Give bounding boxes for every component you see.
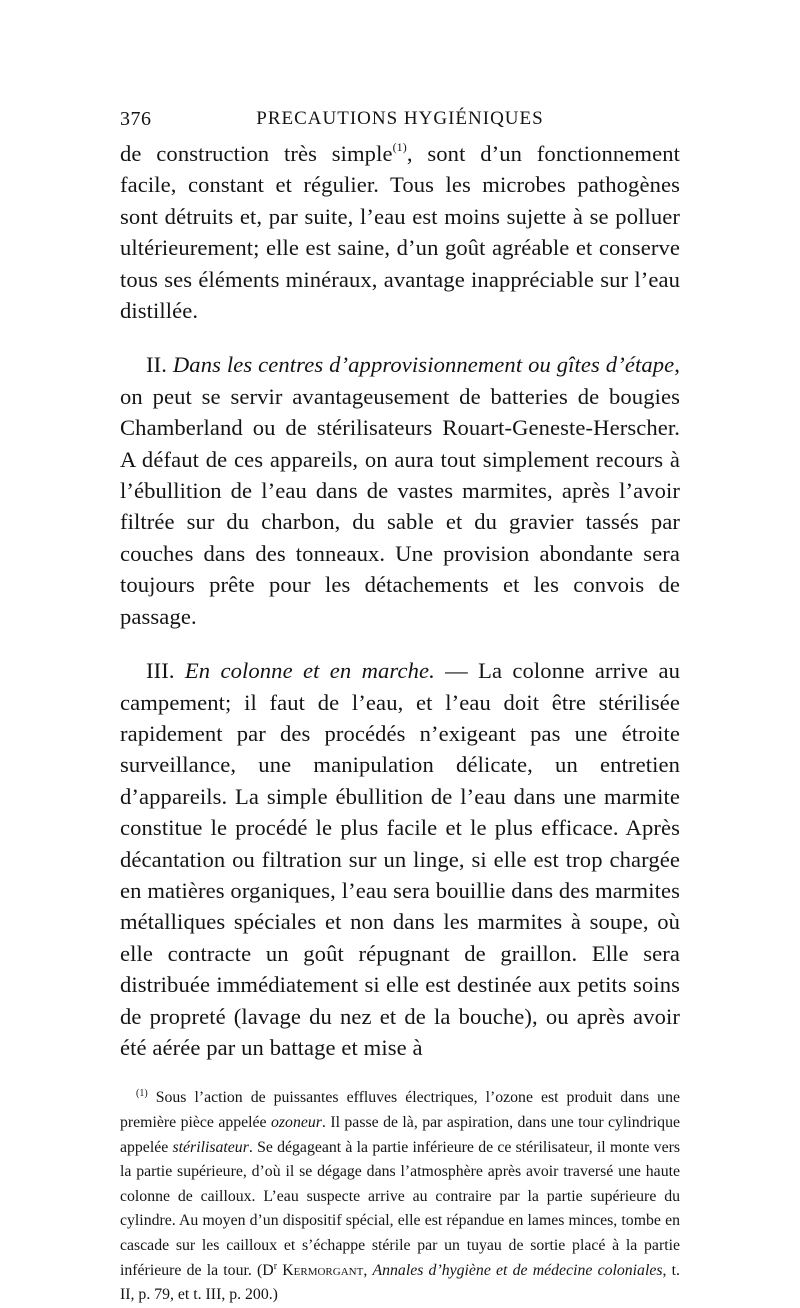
footnotes <box>120 1086 680 1307</box>
page-header <box>120 108 680 138</box>
footnote-term: ozoneur <box>271 1113 322 1131</box>
footnote-term: stérilisateur <box>172 1138 249 1156</box>
footnote-text: , <box>363 1261 373 1279</box>
footnote-journal: Annales d’hygiène et de médecine coloniales <box>372 1261 663 1279</box>
footnote-text: . Il passe de là, par aspiration, dans une tour cylindrique appelée <box>120 1113 680 1156</box>
footnote-text: Sous l’action de puissantes effluves électriques, l’ozone est produit dans une première pièce appelée <box>120 1089 680 1131</box>
paragraph-text: , on peut se servir avantageusement de batteries de bougies Chamberland ou de stérilisateurs Rouart-Geneste-Herscher. A défaut de ces appareils, on aura tout simplement recours à l’ébullition de l’eau dans de vastes marmites, après l’avoir filtrée sur du charbon, du sable et du gravier tassés par couches dans des tonneaux. Une provision abondante sera toujours prête pour les détachements et les convois de passage. <box>120 352 681 629</box>
footnote-citation: , t. II, p. 79, et t. III, p. 200.) <box>120 1261 680 1304</box>
section-heading: En colonne et en marche. <box>184 658 435 684</box>
footnote <box>120 1086 680 1307</box>
paragraph-text: de construction très simple <box>120 141 393 166</box>
body-text <box>120 138 680 1063</box>
paragraph-text: — La colonne arrive au campement; il faut de l’eau, et l’eau doit être stérilisée rapidement par des procédés n’exigeant pas une étroite surveillance, une manipulation délicate, un entretien d’appareils. La simple ébullition de l’eau dans une marmite constitue le procédé le plus facile et le plus efficace. Après décantation ou filtration sur un linge, si elle est trop chargée en matières organiques, l’eau sera bouillie dans des marmites métalliques spéciales et non dans les marmites à soupe, où elle contracte un goût répugnant de graillon. Elle sera distribuée immédiatement si elle est destinée aux petits soins de propreté (lavage du nez et de la bouche), ou après avoir été aérée par un battage et mise à <box>120 658 680 1060</box>
footnote-text: . Se dégageant à la partie inférieure de ce stérilisateur, il monte vers la partie supérieure, d’où il se dégage dans l’atmosphère après avoir traversé une haute colonne de cailloux. L’eau suspecte arrive au contraire par la partie supérieure du cylindre. Au moyen d’un dispositif spécial, elle est répandue en lames minces, tombe en cascade sur les cailloux et s’échappe stérile par un tuyau de sortie placé à la partie inférieure de la tour. (D <box>120 1138 681 1279</box>
paragraph-section-iii <box>120 655 680 1063</box>
paragraph-continuation <box>120 138 680 326</box>
footnote-reference: (1) <box>392 140 407 154</box>
section-numeral: II. <box>146 352 167 378</box>
paragraph-section-ii <box>120 349 680 632</box>
footnote-superscript: r <box>273 1260 278 1272</box>
footnote-author: Kermorgant <box>282 1261 364 1279</box>
footnote-marker: (1) <box>136 1088 148 1100</box>
page-number: 376 <box>120 108 152 130</box>
section-heading: Dans les centres d’approvisionnement ou gîtes d’étape <box>172 352 675 378</box>
book-page <box>120 108 680 1308</box>
paragraph-text: , sont d’un fonctionnement facile, constant et régulier. Tous les microbes pathogènes sont détruits et, par suite, l’eau est moins sujette à se polluer ultérieurement; elle est saine, d’un goût agréable et conserve tous ses éléments minéraux, avantage inappréciable sur l’eau distillée. <box>120 141 680 324</box>
section-numeral: III. <box>146 658 175 684</box>
running-title: PRECAUTIONS HYGIÉNIQUES <box>256 108 544 129</box>
